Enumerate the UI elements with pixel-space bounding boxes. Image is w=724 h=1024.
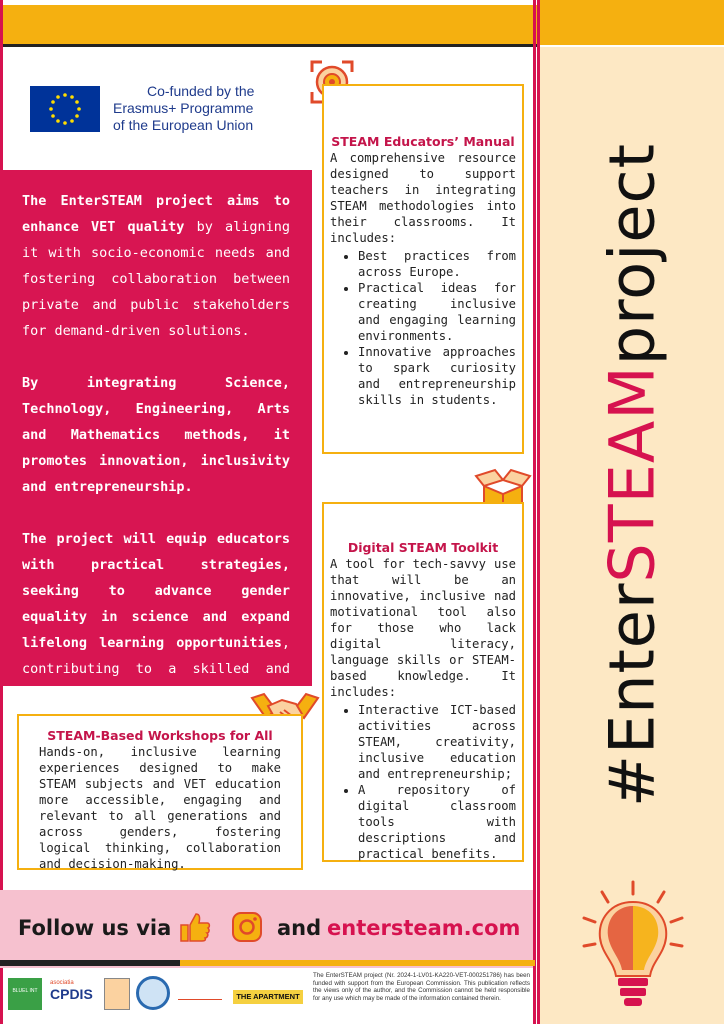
- manual-body: A comprehensive resource designed to support teachers in integrating STEAM methodologies into their classrooms. It includes:: [330, 151, 516, 245]
- school-crest-logo: [104, 978, 130, 1010]
- intro-box: [0, 170, 312, 703]
- eu-cofunded-text: Co-funded by the Erasmus+ Programme of the European Union: [113, 83, 255, 133]
- follow-and: and: [277, 916, 322, 940]
- list-item: • Practical ideas for creating inclusive and engaging learning environments.: [358, 280, 516, 344]
- top-yellow-bar: [0, 0, 724, 45]
- workshops-body: Hands-on, inclusive learning experiences designed to make STEAM subjects and VET education more accessible, engaging and relevant to all generations and across genders, fostering logical thinking, collaboration and decision-making.: [39, 745, 281, 871]
- vertical-project-title: #EnterSTEAMproject: [595, 143, 669, 807]
- eu-flag-icon: [30, 86, 100, 132]
- manual-card: [322, 84, 524, 454]
- lightbulb-brain-icon: [580, 880, 686, 1014]
- intro-paragraph-1: The EnterSTEAM project aims to enhance VET quality by aligning it with socio-economic needs and fostering collaboration between private and public stakeholders for demand-driven solutions.: [22, 193, 290, 339]
- cpdis-logo: asociatia CPDIS: [50, 980, 93, 1002]
- partner-logos: [8, 974, 308, 1014]
- intro-paragraph-3: The project will equip educators with practical strategies, seeking to advance gender equality in science and expand lifelong learning opportunities, contributing to a skilled and equitable workforce.: [22, 531, 290, 703]
- list-item: • Best practices from across Europe.: [358, 248, 516, 280]
- list-item: • A repository of digital classroom tools with descriptions and practical benefits.: [358, 782, 516, 862]
- divider-line-2: [537, 0, 540, 1024]
- funding-disclaimer: The EnterSTEAM project (Nr. 2024-1-LV01-KA220-VET-000251786) has been funded with support from the European Commission. This publication reflects the views only of the author, and the Commission cannot be held responsible for any use which may be made of the information contained therein.: [313, 972, 530, 1002]
- small-partner-logo: [178, 986, 222, 1000]
- divider-line: [533, 0, 536, 1024]
- round-seal-logo: [136, 976, 170, 1010]
- toolkit-card: [322, 502, 524, 862]
- workshops-card: [17, 714, 303, 870]
- manual-list: [330, 248, 516, 408]
- top-dark-line: [0, 44, 540, 47]
- footer-yellow-line: [180, 960, 535, 966]
- workshops-title: STEAM-Based Workshops for All: [47, 728, 273, 743]
- intro-paragraph-2: By integrating Science, Technology, Engineering, Arts and Mathematics methods, it promotes innovation, inclusivity and entrepreneurship.: [22, 375, 290, 495]
- apartment-logo: THE APARTMENT: [233, 990, 303, 1004]
- bluelint-logo: BLUEL INT: [8, 978, 42, 1010]
- top-white-strip: [0, 0, 540, 5]
- toolkit-body: A tool for tech-savvy use that will be an innovative, inclusive nad motivational tool also for those who lack digital literacy, language skills or STEAM-based knowledge. It includes:: [330, 557, 516, 699]
- toolkit-title: Digital STEAM Toolkit: [347, 540, 499, 555]
- website-link[interactable]: entersteam.com: [327, 916, 521, 940]
- thumbs-up-icon[interactable]: [178, 910, 212, 944]
- manual-title: STEAM Educators’ Manual: [331, 134, 515, 149]
- list-item: • Innovative approaches to spark curiosity and entrepreneurship skills in students.: [358, 344, 516, 408]
- footer-dark-line: [0, 960, 180, 966]
- instagram-icon[interactable]: [231, 911, 263, 943]
- toolkit-list: [330, 702, 516, 862]
- list-item: • Interactive ICT-based activities across STEAM, creativity, inclusive education and entrepreneurship;: [358, 702, 516, 782]
- follow-label: Follow us via: [18, 916, 172, 940]
